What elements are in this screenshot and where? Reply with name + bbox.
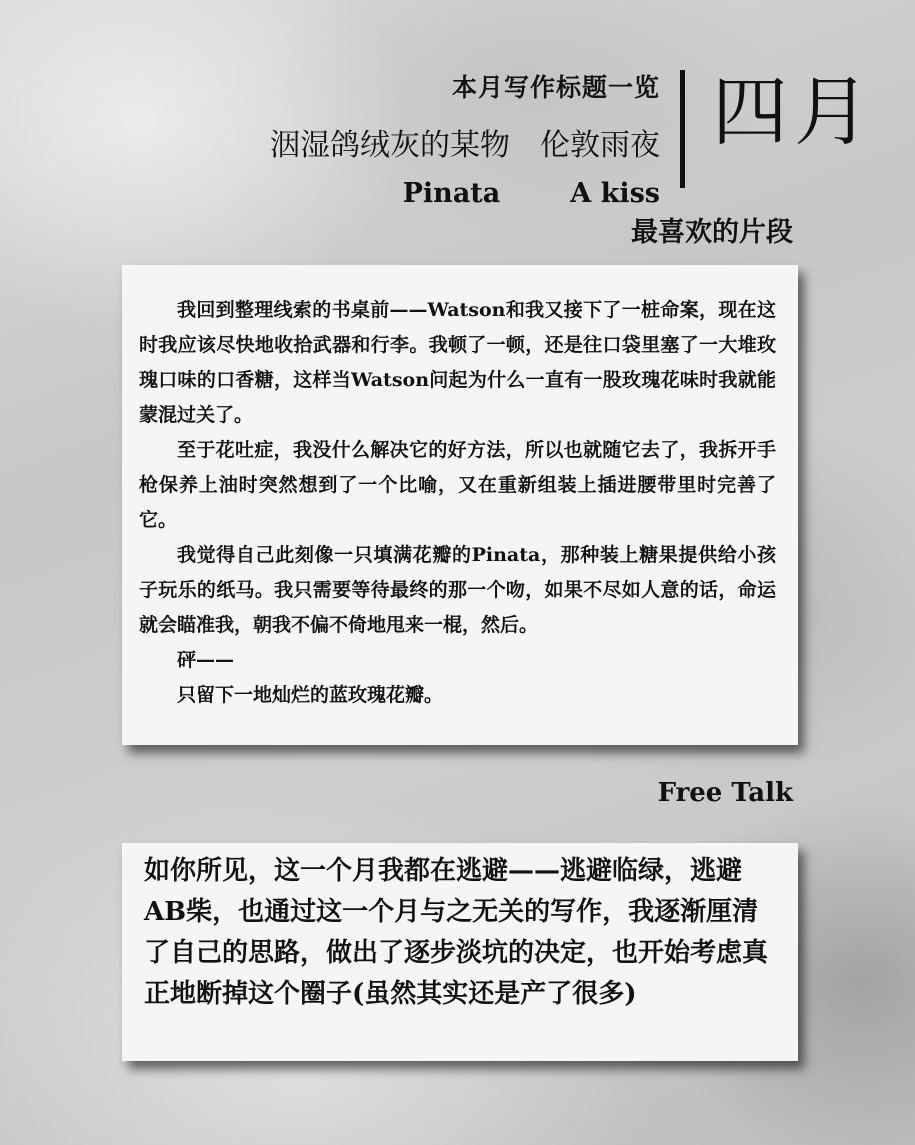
excerpt-paragraph: 至于花吐症，我没什么解决它的好方法，所以也就随它去了，我拆开手枪保养上油时突然想到了一个比喻，又在重新组装上插进腰带里时完善了它。 (139, 439, 776, 531)
header-divider (680, 70, 685, 188)
title-item: 伦敦雨夜 (540, 128, 660, 163)
free-talk-card (122, 843, 798, 1061)
free-talk-label: Free Talk (657, 778, 793, 808)
titles-row-english (270, 178, 660, 209)
overview-title: 本月写作标题一览 (451, 73, 660, 102)
titles-row-chinese (270, 120, 660, 164)
title-item: A kiss (570, 178, 660, 209)
free-talk-text: 如你所见，这一个月我都在逃避——逃避临绿，逃避AB柴，也通过这一个月与之无关的写作，我逐渐厘清了自己的思路，做出了逐步淡坑的决定，也开始考虑真正地断掉这个圈子(虽然其实还是产了很多) (144, 856, 769, 1009)
excerpt-card (122, 265, 798, 745)
excerpt-paragraph: 我回到整理线索的书桌前——Watson和我又接下了一桩命案，现在这时我应该尽快地收拾武器和行李。我顿了一顿，还是往口袋里塞了一大堆玫瑰口味的口香糖，这样当Watson问起为什么一直有一股玫瑰花味时我就能蒙混过关了。 (139, 299, 776, 426)
favorite-excerpt-label: 最喜欢的片段 (631, 217, 793, 248)
title-item: 洇湿鸽绒灰的某物 (270, 128, 510, 163)
header (270, 60, 660, 209)
excerpt-paragraph: 我觉得自己此刻像一只填满花瓣的Pinata，那种装上糖果提供给小孩子玩乐的纸马。我只需要等待最终的那一个吻，如果不尽如人意的话，命运就会瞄准我，朝我不偏不倚地甩来一棍，然后。 (139, 544, 776, 636)
title-item: Pinata (402, 178, 501, 209)
month-title: 四月 (712, 67, 876, 156)
excerpt-paragraph: 只留下一地灿烂的蓝玫瑰花瓣。 (177, 684, 444, 706)
excerpt-paragraph: 砰—— (177, 649, 235, 671)
